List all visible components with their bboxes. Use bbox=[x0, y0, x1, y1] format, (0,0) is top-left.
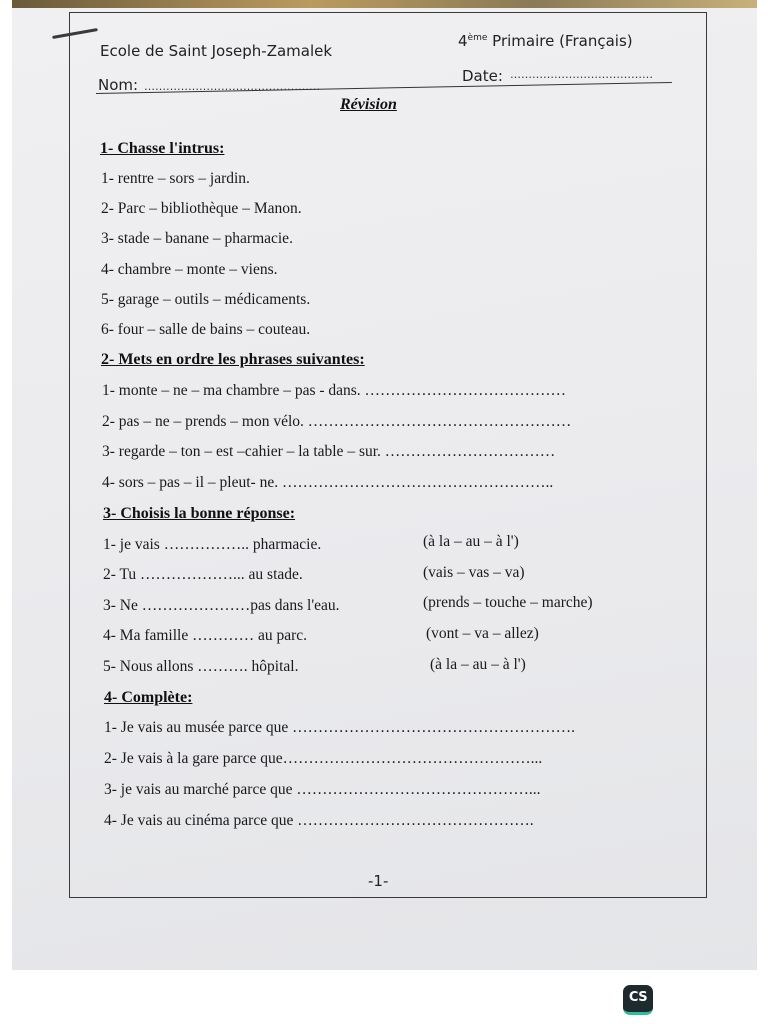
section-2-heading: 2- Mets en ordre les phrases suivantes: bbox=[101, 351, 365, 368]
section-1-line: 6- four – salle de bains – couteau. bbox=[101, 321, 311, 338]
section-2-line: 1- monte – ne – ma chambre – pas - dans. ………………………………… bbox=[102, 382, 567, 399]
section-2-line: 2- pas – ne – prends – mon vélo. …………………………………………… bbox=[102, 413, 572, 430]
page-title: Révision bbox=[340, 96, 397, 113]
section-4-line: 3- je vais au marché parce que ………………………………………... bbox=[104, 781, 541, 798]
section-1-line: 3- stade – banane – pharmacie. bbox=[101, 230, 293, 247]
camscanner-logo-icon: CS bbox=[623, 985, 653, 1015]
date-dots: ………………………………… bbox=[510, 68, 653, 81]
section-3-line: 4- Ma famille ………… au parc. bbox=[103, 627, 308, 644]
section-1-line: 5- garage – outils – médicaments. bbox=[101, 291, 311, 308]
section-3-options: (à la – au – à l') bbox=[430, 656, 526, 673]
section-3-options: (à la – au – à l') bbox=[423, 533, 519, 550]
section-1-heading: 1- Chasse l'intrus: bbox=[100, 140, 225, 157]
grade-label: 4ème Primaire (Français) bbox=[458, 32, 633, 50]
section-4-line: 1- Je vais au musée parce que ………………………………………………. bbox=[104, 719, 575, 736]
section-3-line: 1- je vais …………….. pharmacie. bbox=[103, 536, 322, 553]
date-label: Date: bbox=[462, 67, 503, 85]
section-1-line: 2- Parc – bibliothèque – Manon. bbox=[101, 200, 302, 217]
nom-dots: ………………………………………… bbox=[144, 80, 320, 93]
section-4-line: 2- Je vais à la gare parce que…………………………………………... bbox=[104, 750, 543, 767]
section-3-line: 2- Tu ………………... au stade. bbox=[103, 566, 303, 583]
section-2-line: 3- regarde – ton – est –cahier – la table – sur. …………………………… bbox=[102, 443, 556, 460]
nom-label: Nom: bbox=[98, 76, 139, 94]
school-name: Ecole de Saint Joseph-Zamalek bbox=[100, 42, 333, 60]
section-2-line: 4- sors – pas – il – pleut- ne. …………………………………………….. bbox=[102, 474, 554, 491]
page-number: -1- bbox=[368, 872, 389, 890]
section-4-heading: 4- Complète: bbox=[104, 689, 193, 706]
section-3-options: (vont – va – allez) bbox=[426, 625, 539, 642]
section-1-line: 1- rentre – sors – jardin. bbox=[101, 170, 250, 187]
section-3-heading: 3- Choisis la bonne réponse: bbox=[103, 505, 296, 522]
section-3-line: 3- Ne …………………pas dans l'eau. bbox=[103, 597, 340, 614]
section-3-options: (vais – vas – va) bbox=[423, 564, 525, 581]
section-3-line: 5- Nous allons ………. hôpital. bbox=[103, 658, 299, 675]
section-1-line: 4- chambre – monte – viens. bbox=[101, 261, 278, 278]
section-3-options: (prends – touche – marche) bbox=[423, 594, 593, 611]
section-4-line: 4- Je vais au cinéma parce que ………………………………………. bbox=[104, 812, 534, 829]
